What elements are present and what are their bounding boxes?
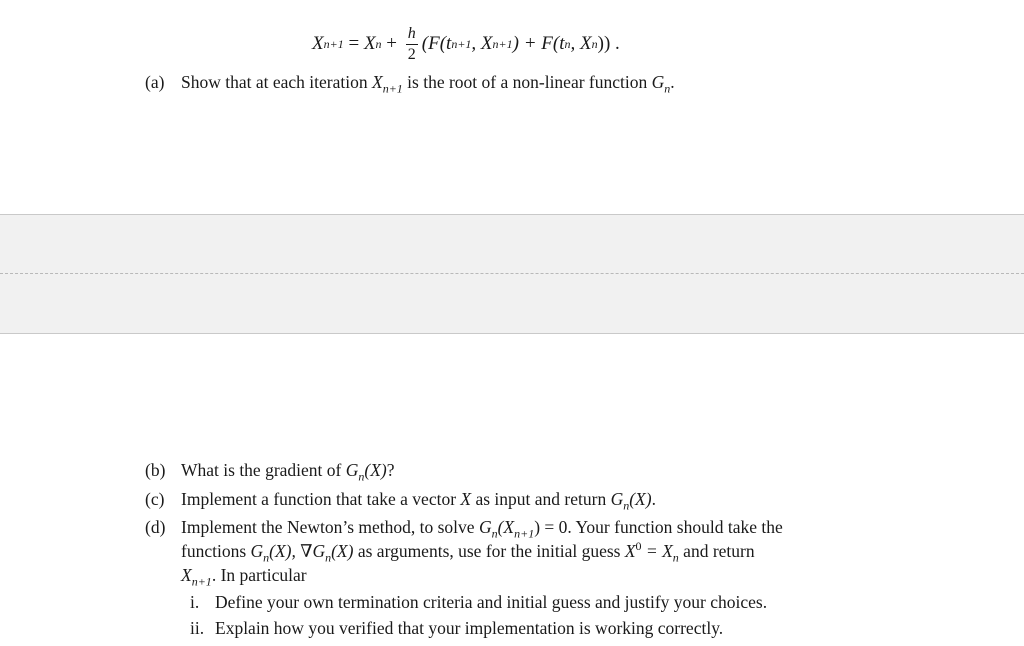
page-break-dashed-line [0, 273, 1024, 274]
eq-open: (F(t [421, 33, 452, 54]
part-a-label: (a) [145, 72, 165, 92]
part-c-end: . [651, 489, 656, 509]
part-b-label: (b) [145, 460, 166, 480]
part-c-text1: Implement a function that take a vector [181, 489, 461, 509]
part-d-l2-grad-sub: n [325, 550, 332, 565]
subitem-ii [190, 618, 723, 639]
part-a [145, 72, 675, 96]
eq-comma1: , X [471, 33, 493, 54]
subitem-i-label: i. [190, 592, 200, 612]
eq-comma2: , X [570, 33, 592, 54]
part-d-l2-eq: = X [641, 541, 673, 561]
part-c-arg: (X) [629, 489, 652, 509]
part-d-l3-var: X [181, 565, 192, 585]
part-b-text1: What is the gradient of [181, 460, 346, 480]
part-d-l2-x0-sup: 0 [635, 539, 642, 554]
part-d-line3 [181, 565, 307, 589]
part-a-fn: G [651, 72, 665, 92]
eq-lhs: X [312, 33, 324, 54]
part-d-l1-fn-sub: n [491, 526, 498, 541]
part-c-fn-sub: n [623, 498, 630, 513]
part-d-l1-arg-end: ) = 0 [534, 517, 568, 537]
part-a-text1: Show that at each iteration [181, 72, 372, 92]
part-c-label: (c) [145, 489, 165, 509]
subitem-i-text: Define your own termination criteria and initial guess and justify your choices. [215, 592, 768, 612]
part-b [145, 460, 395, 484]
part-b-end: ? [386, 460, 395, 480]
part-d-l2-xn-sub: n [672, 550, 679, 565]
part-d-l3-var-sub: n+1 [191, 574, 212, 589]
eq-equals: = [343, 33, 364, 54]
part-d-l2-x0: X [624, 541, 636, 561]
part-d-l3-text: . In particular [211, 565, 307, 585]
part-b-arg: (X) [364, 460, 387, 480]
part-b-fn: G [345, 460, 359, 480]
part-d-l2-fn: G [250, 541, 264, 561]
eq-close: )) . [597, 33, 620, 54]
part-a-end: . [670, 72, 675, 92]
eq-fraction [406, 26, 418, 63]
part-d-l1-fn: G [478, 517, 492, 537]
part-d-l2-fn-sub: n [263, 550, 270, 565]
part-d-l1-arg-sub: n+1 [514, 526, 535, 541]
part-a-text2: is the root of a non-linear function [402, 72, 652, 92]
part-a-var-sub: n+1 [382, 81, 403, 96]
subitem-ii-label: ii. [190, 618, 205, 638]
part-d-l2-text1: functions [181, 541, 251, 561]
part-d-label: (d) [145, 517, 166, 537]
newton-update-equation: X n+1 = X n + $\frac{h}{2}$ (F(t n+1 , X n+1 ) + F(t n , X n )) . [312, 24, 620, 63]
eq-frac-num: h [406, 26, 418, 45]
part-b-fn-sub: n [358, 469, 365, 484]
subitem-ii-text: Explain how you verified that your implementation is working correctly. [215, 618, 724, 638]
part-d-l1-text2: . Your function should take the [567, 517, 783, 537]
eq-plus: + [381, 33, 402, 54]
eq-frac-den: 2 [407, 45, 416, 63]
part-d-l1-arg: (X [497, 517, 515, 537]
part-c-fn: G [610, 489, 624, 509]
page-break-band [0, 214, 1024, 334]
part-d-l1-text1: Implement the Newton’s method, to solve [181, 517, 479, 537]
part-a-var: X [371, 72, 383, 92]
part-c-text2: as input and return [471, 489, 611, 509]
eq-mid: ) + F(t [512, 33, 565, 54]
part-d-l2-arg2: (X) [331, 541, 354, 561]
part-c [145, 489, 656, 513]
subitem-i [190, 592, 767, 613]
part-d-line1 [145, 517, 783, 541]
part-c-var: X [460, 489, 472, 509]
part-a-fn-sub: n [664, 81, 671, 96]
part-d-l2-text3: and return [678, 541, 755, 561]
eq-term1: X [363, 33, 376, 54]
part-d-l2-text2: as arguments, use for the initial guess [353, 541, 625, 561]
part-d-l2-arg: (X), ∇G [269, 541, 326, 561]
part-d-line2 [181, 539, 755, 565]
